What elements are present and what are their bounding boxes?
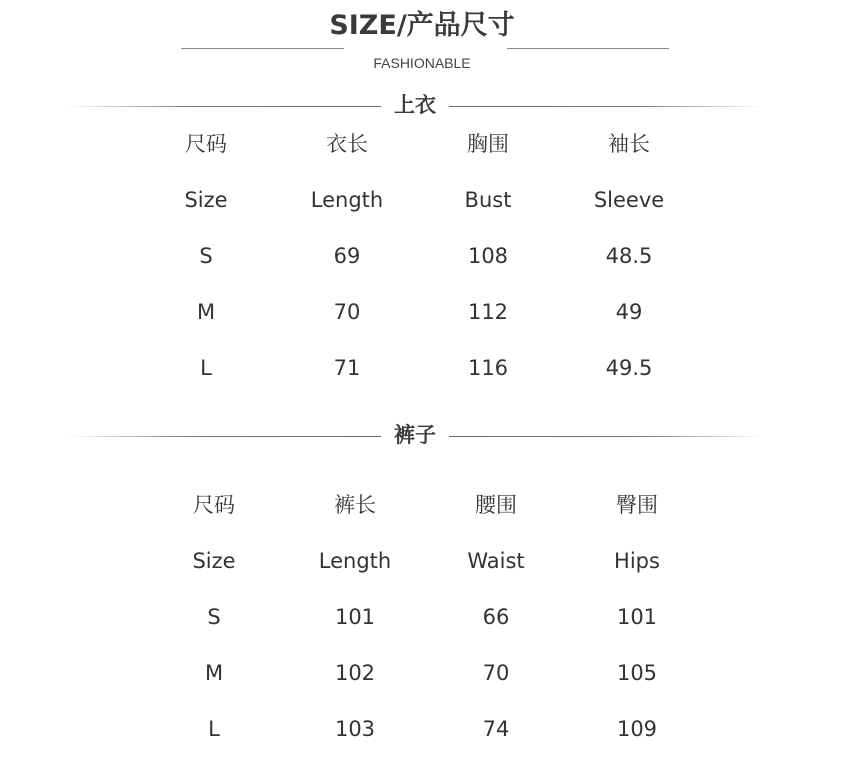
table-cell: 70	[482, 661, 510, 685]
table-cell: 112	[467, 300, 509, 324]
table-row	[0, 653, 844, 693]
table-cell: 裤长	[334, 493, 376, 517]
table-cell: 66	[482, 605, 510, 629]
table-cell: 74	[482, 717, 510, 741]
table-cell: S	[199, 244, 213, 268]
table-cell: Length	[310, 188, 384, 212]
table-cell: Hips	[614, 549, 660, 573]
table-cell: M	[204, 661, 224, 685]
pants-section-label: 裤子	[394, 423, 436, 447]
tops-rule-left	[66, 106, 381, 107]
table-cell: 101	[616, 605, 658, 629]
table-row	[0, 709, 844, 749]
table-row	[0, 348, 844, 388]
table-row	[0, 236, 844, 276]
table-row	[0, 597, 844, 637]
table-cell: Size	[192, 549, 236, 573]
table-cell: 102	[334, 661, 376, 685]
table-cell: 尺码	[185, 132, 227, 156]
pants-header-row-zh	[0, 485, 844, 525]
table-cell: 袖长	[608, 132, 650, 156]
tops-rule-right	[449, 106, 764, 107]
table-cell: 103	[334, 717, 376, 741]
pants-header-row-en	[0, 541, 844, 581]
table-cell: 尺码	[193, 493, 235, 517]
table-cell: 71	[333, 356, 361, 380]
table-cell: 105	[616, 661, 658, 685]
table-cell: M	[196, 300, 216, 324]
table-cell: 胸围	[467, 132, 509, 156]
table-cell: Size	[184, 188, 228, 212]
pants-rule-right	[449, 436, 764, 437]
table-cell: 69	[333, 244, 361, 268]
table-cell: Waist	[467, 549, 525, 573]
table-cell: 101	[334, 605, 376, 629]
table-cell: L	[200, 356, 212, 380]
table-cell: 48.5	[605, 244, 653, 268]
table-cell: Bust	[464, 188, 512, 212]
title-rule-right	[507, 48, 669, 49]
page-subtitle: FASHIONABLE	[373, 55, 471, 71]
table-cell: 腰围	[475, 493, 517, 517]
page-title: SIZE/产品尺寸	[329, 10, 515, 41]
table-cell: L	[208, 717, 220, 741]
table-cell: 49.5	[605, 356, 653, 380]
table-cell: Sleeve	[593, 188, 665, 212]
table-cell: 49	[615, 300, 643, 324]
title-rule-left	[181, 48, 344, 49]
pants-rule-left	[66, 436, 381, 437]
table-cell: Length	[318, 549, 392, 573]
table-cell: 臀围	[616, 493, 658, 517]
table-cell: 70	[333, 300, 361, 324]
table-cell: 116	[467, 356, 509, 380]
table-row	[0, 292, 844, 332]
tops-section-label: 上衣	[394, 93, 436, 117]
table-cell: 109	[616, 717, 658, 741]
table-cell: 108	[467, 244, 509, 268]
tops-header-row-en	[0, 180, 844, 220]
tops-header-row-zh	[0, 124, 844, 164]
table-cell: S	[207, 605, 221, 629]
table-cell: 衣长	[326, 132, 368, 156]
